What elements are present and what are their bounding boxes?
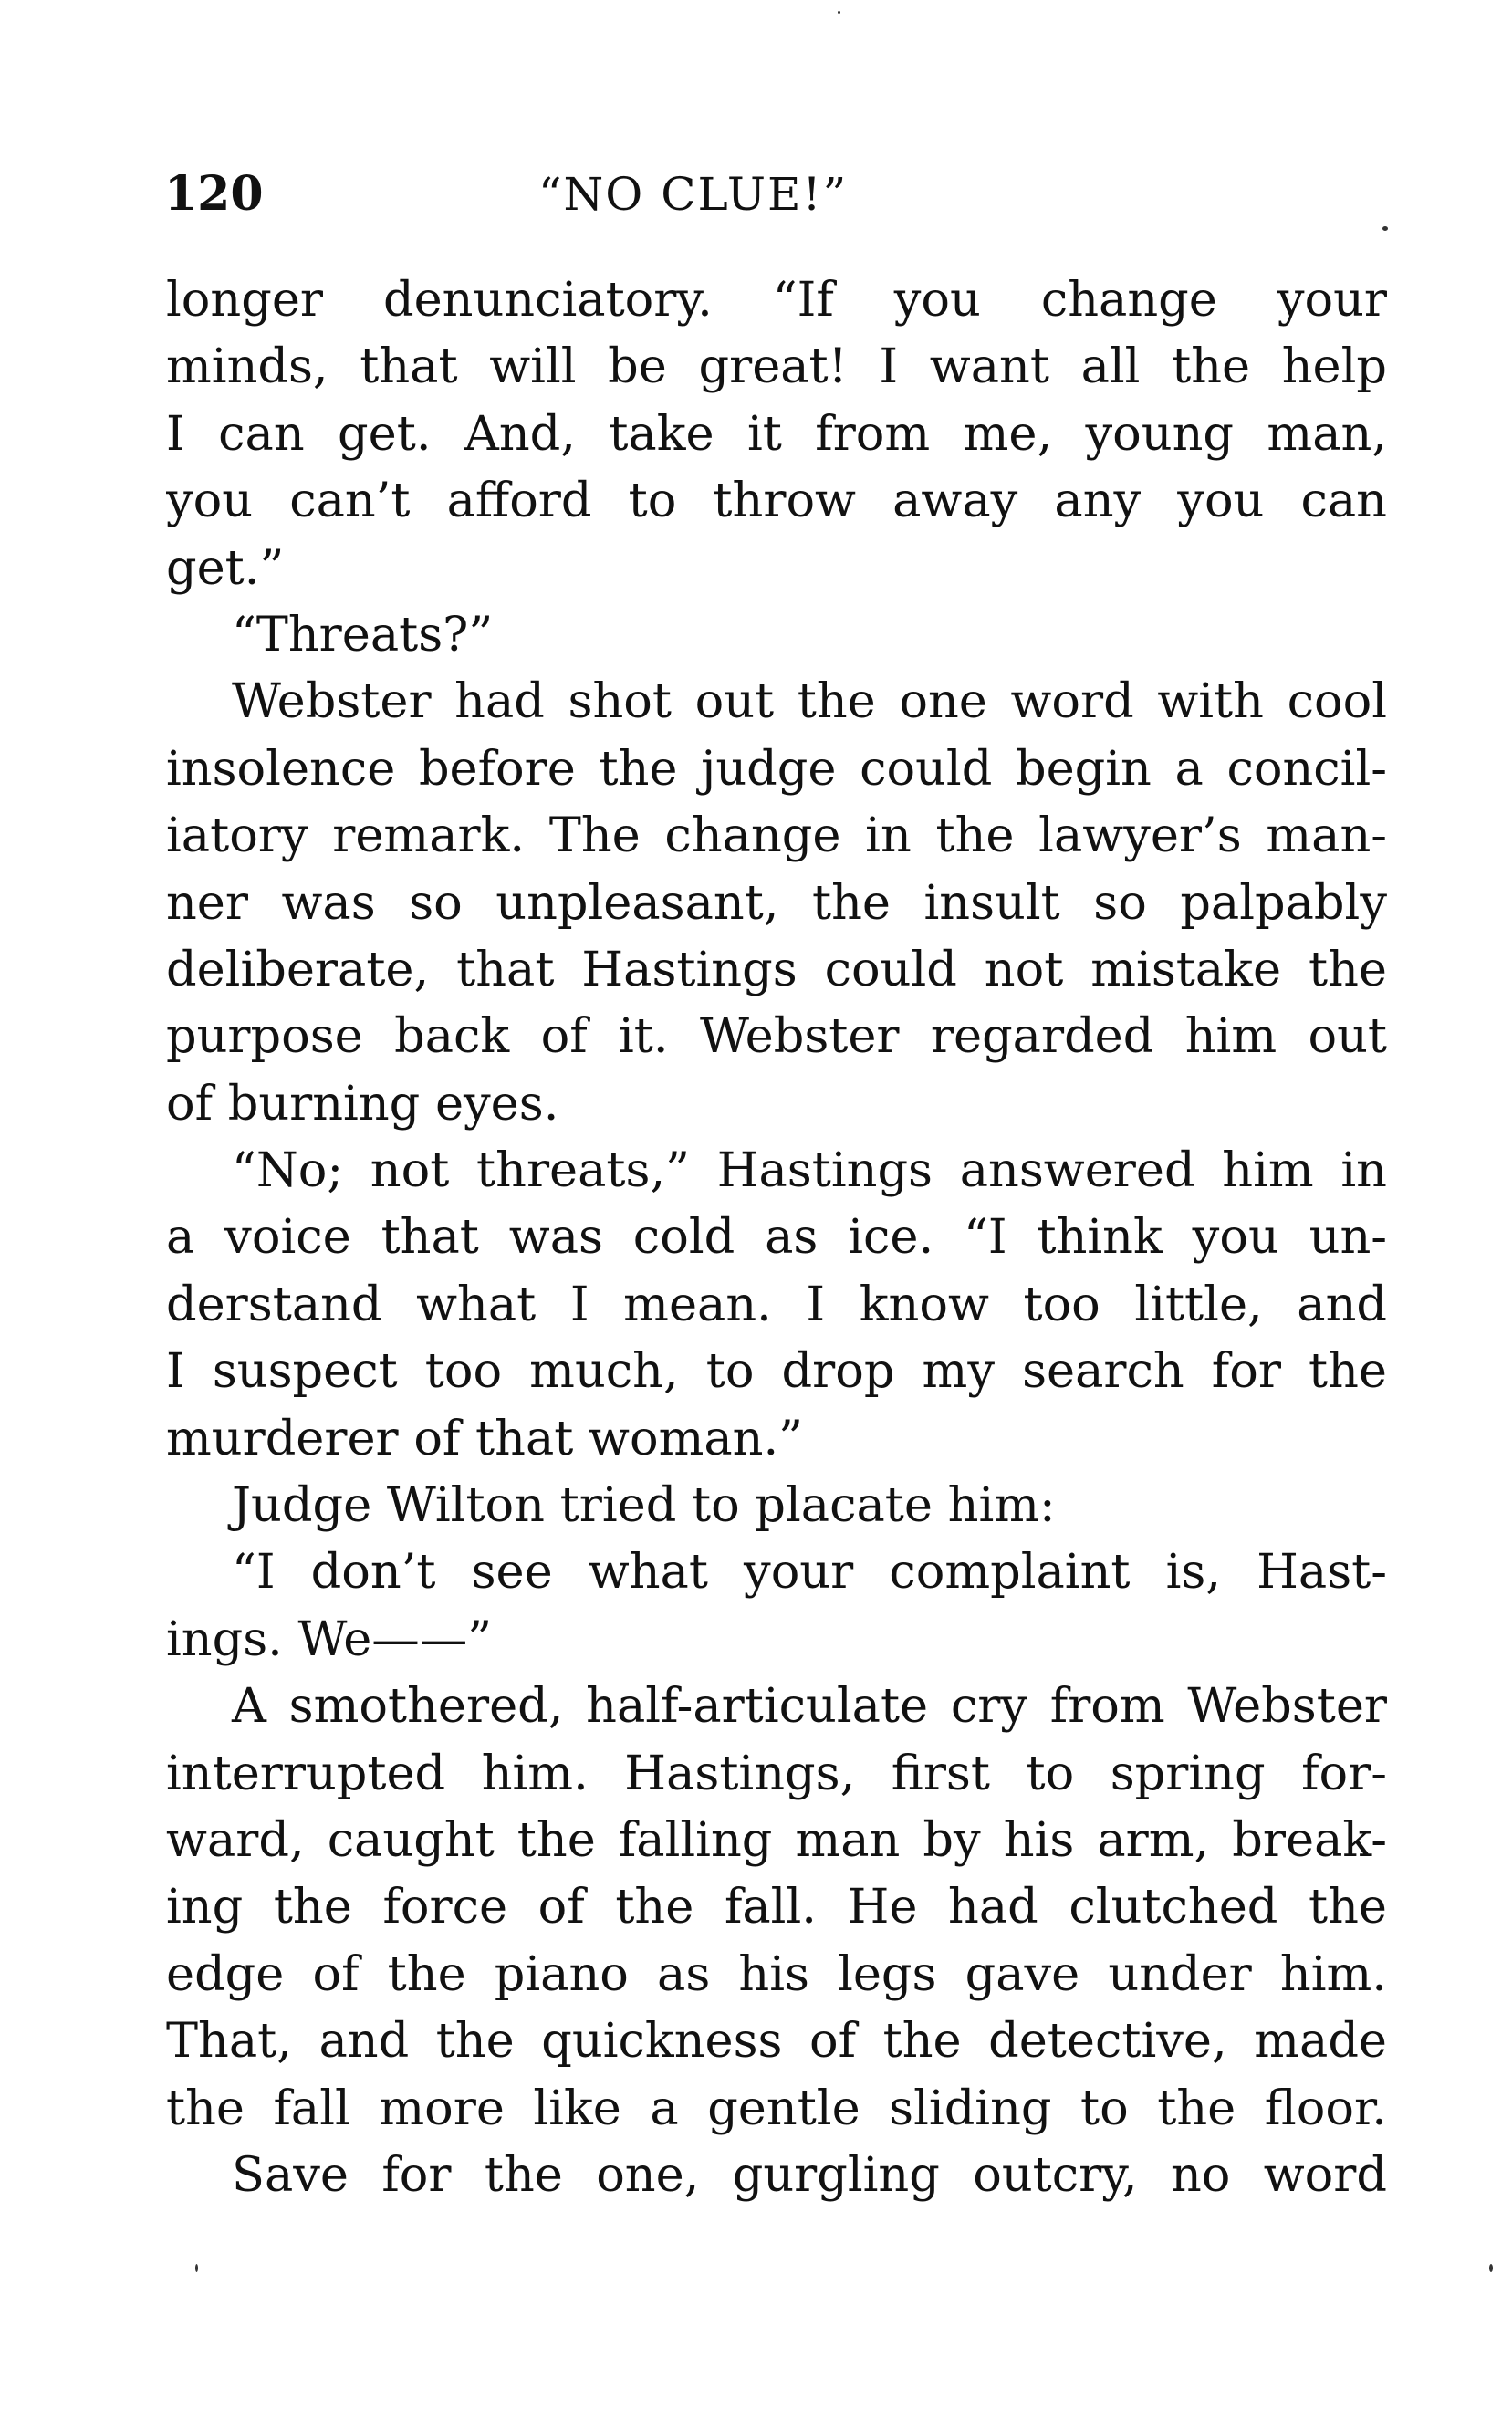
text-line: I suspect too much, to drop my search for the	[166, 1343, 1387, 1400]
text-line: ings. We——”	[166, 1611, 493, 1667]
text-line: derstand what I mean. I know too little, and	[166, 1276, 1387, 1332]
text-line: insolence before the judge could begin a concil-	[166, 740, 1387, 797]
page-number: 120	[164, 166, 264, 222]
text-line: ner was so unpleasant, the insult so palpably	[166, 874, 1387, 931]
text-line: Save for the one, gurgling outcry, no word	[232, 2146, 1387, 2203]
text-line: edge of the piano as his legs gave under him.	[166, 1945, 1387, 2002]
print-speck	[1489, 2264, 1493, 2272]
text-line: murderer of that woman.”	[166, 1410, 804, 1466]
text-line: Webster had shot out the one word with cool	[232, 673, 1387, 730]
text-line: a voice that was cold as ice. “I think you un-	[166, 1209, 1387, 1266]
text-line: A smothered, half-articulate cry from Webster	[232, 1678, 1387, 1735]
text-line: of burning eyes.	[166, 1075, 559, 1132]
text-line: minds, that will be great! I want all the help	[166, 339, 1387, 395]
text-line: get.”	[166, 539, 285, 596]
text-line: ward, caught the falling man by his arm, break-	[166, 1811, 1387, 1868]
text-line: interrupted him. Hastings, first to spring for-	[166, 1745, 1387, 1801]
running-head	[164, 162, 1387, 226]
print-speck	[1382, 226, 1388, 231]
text-line: ing the force of the fall. He had clutched the	[166, 1879, 1387, 1935]
running-title: “NO CLUE!”	[538, 168, 849, 221]
text-line: Judge Wilton tried to placate him:	[232, 1477, 1056, 1534]
text-line: “Threats?”	[232, 606, 494, 662]
text-line: That, and the quickness of the detective, made	[166, 2013, 1387, 2070]
text-line: the fall more like a gentle sliding to the floor.	[166, 2080, 1387, 2136]
body-text	[166, 266, 1387, 2208]
text-line: longer denunciatory. “If you change your	[166, 272, 1387, 328]
print-speck	[195, 2264, 198, 2272]
text-line: “I don’t see what your complaint is, Hast-	[232, 1544, 1387, 1601]
text-line: you can’t afford to throw away any you can	[166, 473, 1387, 529]
text-line: deliberate, that Hastings could not mistake the	[166, 941, 1387, 997]
text-line: I can get. And, take it from me, young man,	[166, 405, 1387, 462]
text-line: “No; not threats,” Hastings answered him in	[232, 1142, 1387, 1199]
text-line: iatory remark. The change in the lawyer’s man-	[166, 808, 1387, 864]
text-line: purpose back of it. Webster regarded him out	[166, 1008, 1387, 1065]
print-speck	[838, 11, 840, 14]
